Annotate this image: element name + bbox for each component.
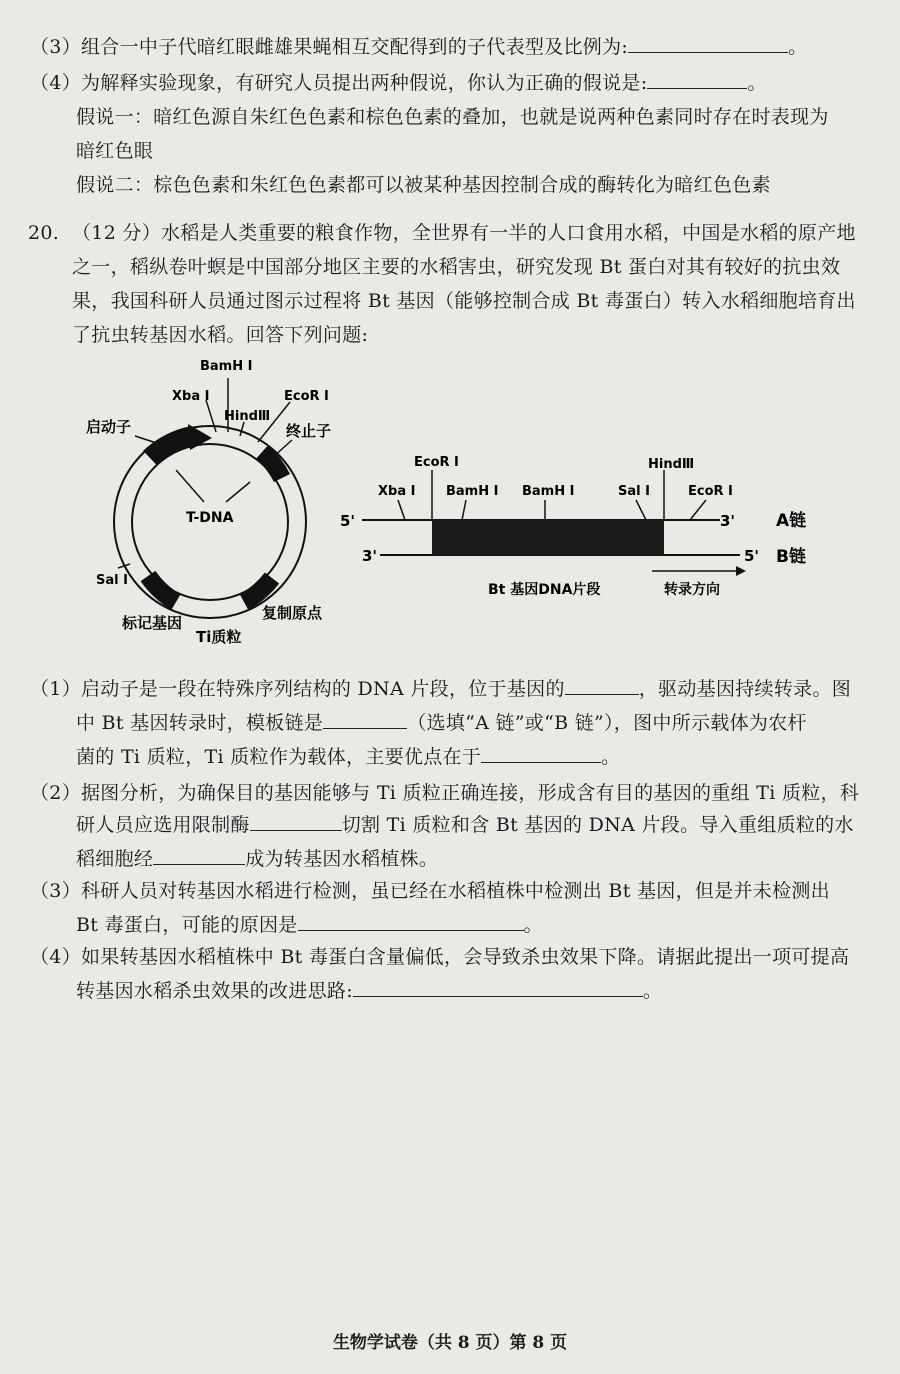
q20-part1-line1: （1）启动子是一段在特殊序列结构的 DNA 片段，位于基因的 ，驱动基因持续转录。图	[30, 678, 852, 700]
q20-part2-line1: （2）据图分析，为确保目的基因能够与 Ti 质粒正确连接，形成含有目的基因的重组 Ti 质粒，科	[30, 782, 860, 804]
q19-part4: （4）为解释实验现象，有研究人员提出两种假说，你认为正确的假说是: 。	[30, 72, 767, 94]
answer-blank-q20-3[interactable]	[298, 912, 524, 931]
origin-label: 复制原点	[262, 604, 323, 622]
fragment-ecor1-right-label: EcoR I	[688, 484, 733, 499]
plasmid-bamh1-label: BamH I	[200, 359, 253, 374]
q20-part4-line2: 转基因水稻杀虫效果的改进思路: 。	[76, 980, 663, 1002]
answer-blank-q20-2b[interactable]	[153, 846, 245, 865]
q20-intro-4: 了抗虫转基因水稻。回答下列问题:	[72, 324, 369, 346]
plasmid-ecor1-label: EcoR I	[284, 389, 329, 404]
q20-part3-line2: Bt 毒蛋白，可能的原因是 。	[76, 914, 543, 936]
strand-b-3prime: 3'	[362, 547, 378, 565]
answer-blank-q19-4[interactable]	[647, 70, 747, 89]
fragment-hind3-label: HindⅢ	[648, 457, 695, 472]
terminator-label: 终止子	[286, 422, 332, 440]
plasmid-name-label: Ti质粒	[196, 628, 242, 646]
promoter-arrow	[188, 424, 212, 450]
q20-number: 20.	[28, 222, 60, 244]
transcription-arrow-head	[736, 566, 746, 576]
page-footer: 生物学试卷（共 8 页）第 8 页	[332, 1333, 568, 1353]
answer-blank-q20-1b[interactable]	[323, 710, 407, 729]
hind3-site-line	[240, 422, 244, 436]
promoter-label: 启动子	[86, 418, 132, 436]
answer-blank-q20-1c[interactable]	[481, 744, 601, 763]
strand-a-3prime: 3'	[720, 512, 736, 530]
fragment-sal1-label: Sal I	[618, 484, 650, 499]
xba1-site-line	[206, 400, 216, 432]
q20-part1-line2: 中 Bt 基因转录时，模板链是 （选填“A 链”或“B 链”），图中所示载体为农杆	[76, 712, 807, 734]
ti-plasmid-diagram	[86, 359, 331, 646]
bamh1-a-cut	[462, 500, 466, 520]
tdna-label: T-DNA	[186, 510, 234, 526]
hypothesis-2: 假说二：棕色色素和朱红色色素都可以被某种基因控制合成的酶转化为暗红色色素	[76, 174, 771, 196]
answer-blank-q20-4[interactable]	[353, 978, 643, 997]
plasmid-sal1-label: Sal I	[96, 573, 128, 588]
marker-gene-label: 标记基因	[122, 614, 183, 632]
q20-part4-line1: （4）如果转基因水稻植株中 Bt 毒蛋白含量偏低，会导致杀虫效果下降。请据此提出一项可提高	[30, 946, 850, 968]
bt-gene-block	[432, 520, 664, 555]
q20-intro-1: （12 分）水稻是人类重要的粮食作物，全世界有一半的人口食用水稻，中国是水稻的原产地	[72, 222, 856, 244]
chain-b-label: B链	[776, 547, 806, 567]
fragment-bamh1-b-label: BamH I	[522, 484, 575, 499]
bt-dna-fragment-diagram	[340, 455, 806, 598]
q20-part2-line3: 稻细胞经 成为转基因水稻植株。	[76, 848, 439, 870]
q20-part1-line3: 菌的 Ti 质粒，Ti 质粒作为载体，主要优点在于 。	[76, 746, 621, 768]
gene-engineering-diagram	[0, 350, 900, 670]
fragment-ecor1-left-label: EcoR I	[414, 455, 459, 470]
fragment-xba1-label: Xba I	[378, 484, 416, 499]
hypothesis-1-line2: 暗红色眼	[76, 140, 154, 162]
transcription-direction-label: 转录方向	[664, 582, 720, 598]
sal1-cut	[636, 500, 646, 520]
ecor1-right-cut	[690, 500, 706, 520]
q20-part3-line1: （3）科研人员对转基因水稻进行检测，虽已经在水稻植株中检测出 Bt 基因，但是并未检测出	[30, 880, 830, 902]
fragment-bamh1-a-label: BamH I	[446, 484, 499, 499]
hypothesis-1-line1: 假说一：暗红色源自朱红色色素和棕色色素的叠加，也就是说两种色素同时存在时表现为	[76, 106, 829, 128]
q19-part3: （3）组合一中子代暗红眼雌雄果蝇相互交配得到的子代表型及比例为: 。	[30, 36, 808, 58]
answer-blank-q20-2a[interactable]	[250, 812, 342, 831]
plasmid-xba1-label: Xba I	[172, 389, 210, 404]
answer-blank-q20-1a[interactable]	[565, 676, 639, 695]
answer-blank-q19-3[interactable]	[628, 34, 788, 53]
xba1-cut	[398, 500, 405, 520]
plasmid-hind3-label: HindⅢ	[224, 409, 271, 424]
q20-intro-3: 果，我国科研人员通过图示过程将 Bt 基因（能够控制合成 Bt 毒蛋白）转入水稻细胞培育出	[72, 290, 856, 312]
chain-a-label: A链	[776, 511, 807, 531]
fragment-name-label: Bt 基因DNA片段	[488, 582, 601, 598]
q20-part2-line2: 研人员应选用限制酶 切割 Ti 质粒和含 Bt 基因的 DNA 片段。导入重组质粒的水	[76, 814, 854, 836]
strand-a-5prime: 5'	[340, 512, 356, 530]
strand-b-5prime: 5'	[744, 547, 760, 565]
q20-intro-2: 之一，稻纵卷叶螟是中国部分地区主要的水稻害虫，研究发现 Bt 蛋白对其有较好的抗虫效	[72, 256, 841, 278]
